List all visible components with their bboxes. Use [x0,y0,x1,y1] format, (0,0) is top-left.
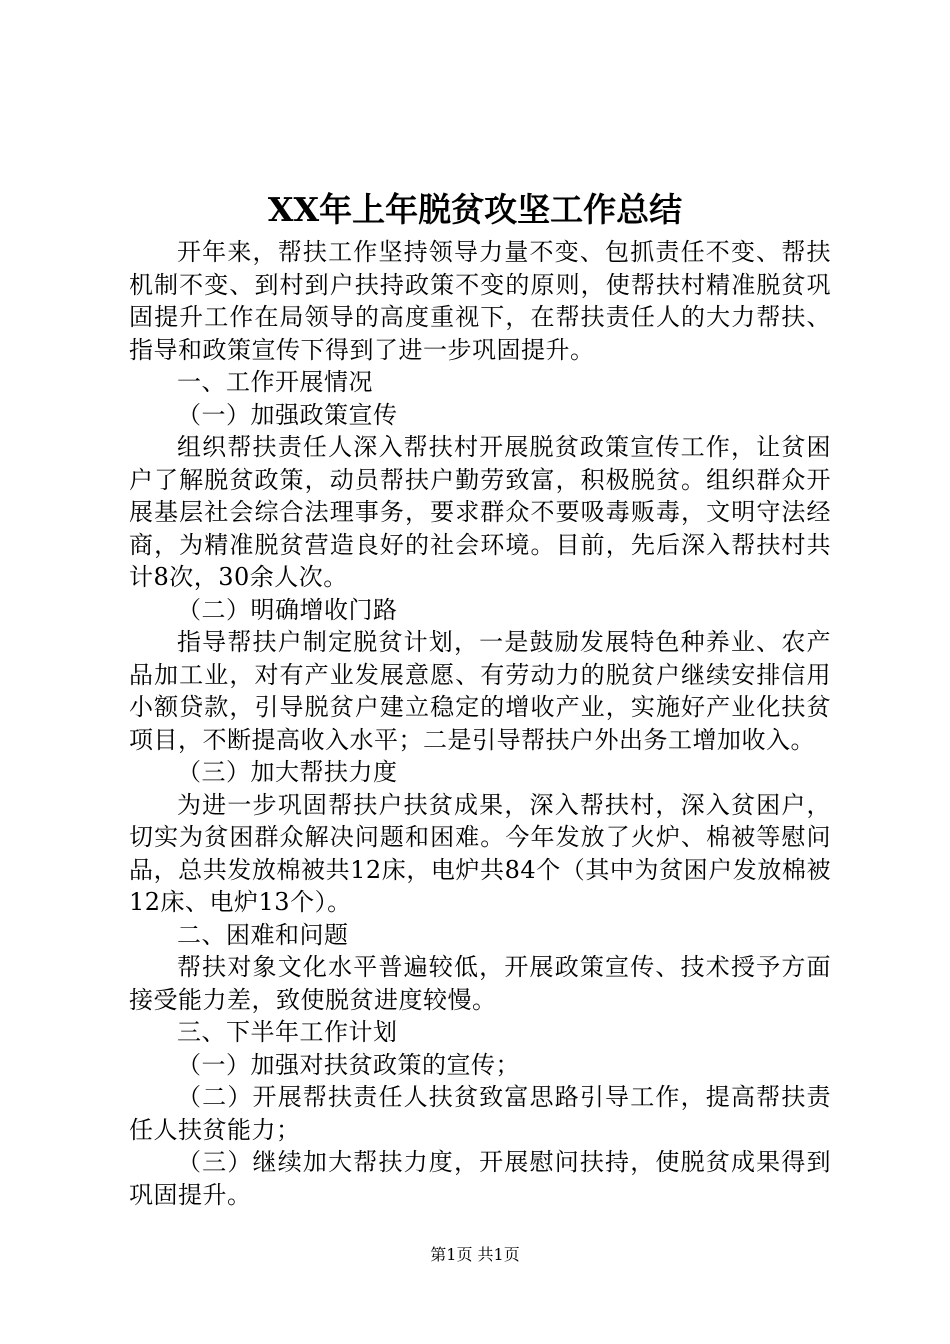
paragraph: 指导帮扶户制定脱贫计划，一是鼓励发展特色种养业、农产品加工业，对有产业发展意愿、有劳动力的脱贫户继续安排信用小额贷款，引导脱贫户建立稳定的增收产业，实施好产业化扶贫项目，不断提高收入水平；二是引导帮扶户外出务工增加收入。 [129,628,831,754]
page-footer: 第1页 共1页 [430,1245,520,1264]
paragraph: 开年来，帮扶工作坚持领导力量不变、包抓责任不变、帮扶机制不变、到村到户扶持政策不变的原则，使帮扶村精准脱贫巩固提升工作在局领导的高度重视下，在帮扶责任人的大力帮扶、指导和政策宣传下得到了进一步巩固提升。 [129,238,831,364]
paragraph: 帮扶对象文化水平普遍较低，开展政策宣传、技术授予方面接受能力差，致使脱贫进度较慢。 [129,953,831,1014]
section-heading: 一、工作开展情况 [177,368,373,396]
section-heading: 二、困难和问题 [177,920,349,949]
document-body [129,236,831,1211]
subsection-heading: （三）加大帮扶力度 [177,758,398,786]
plan-item: （三）继续加大帮扶力度，开展慰问扶持，使脱贫成果得到巩固提升。 [129,1148,831,1209]
section-heading: 三、下半年工作计划 [177,1018,398,1046]
paragraph: 为进一步巩固帮扶户扶贫成果，深入帮扶村，深入贫困户，切实为贫困群众解决问题和困难。今年发放了火炉、棉被等慰问品，总共发放棉被共12床，电炉共84个（其中为贫困户发放棉被12床、电炉13个）。 [129,790,831,916]
document-title: XX年上年脱贫攻坚工作总结 [267,190,683,229]
paragraph: 组织帮扶责任人深入帮扶村开展脱贫政策宣传工作，让贫困户了解脱贫政策，动员帮扶户勤劳致富，积极脱贫。组织群众开展基层社会综合法理事务，要求群众不要吸毒贩毒，文明守法经商，为精准脱贫营造良好的社会环境。目前，先后深入帮扶村共计8次，30余人次。 [129,433,831,591]
subsection-heading: （二）明确增收门路 [177,595,398,624]
plan-item: （一）加强对扶贫政策的宣传； [177,1050,520,1079]
subsection-heading: （一）加强政策宣传 [177,400,398,429]
plan-item: （二）开展帮扶责任人扶贫致富思路引导工作，提高帮扶责任人扶贫能力； [129,1083,831,1144]
